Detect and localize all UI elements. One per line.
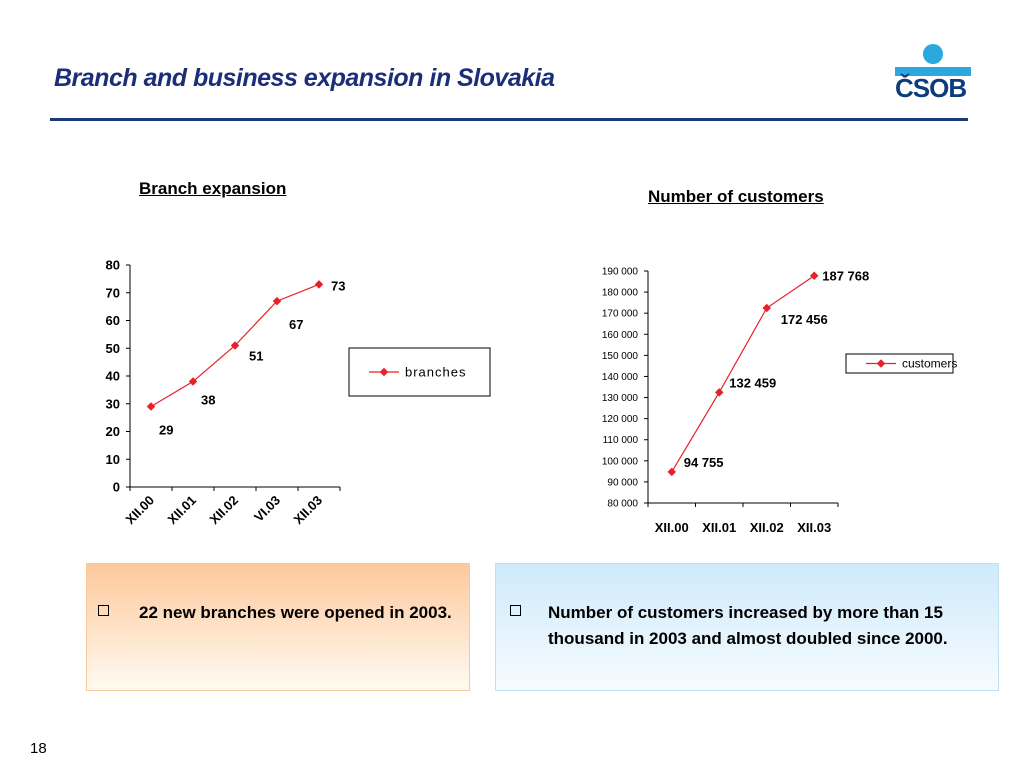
page-number: 18 [30, 740, 47, 757]
chart-title-branches: Branch expansion [139, 179, 287, 198]
y-tick-label: 80 [105, 257, 120, 273]
x-tick-label: XII.01 [702, 520, 737, 535]
checkbox-bullet-icon [510, 605, 521, 616]
data-label: 94 755 [683, 454, 724, 470]
y-tick-label: 150 000 [601, 350, 638, 362]
y-tick-label: 70 [105, 285, 120, 301]
y-tick-label: 100 000 [601, 456, 638, 468]
y-tick-label: 140 000 [601, 371, 638, 383]
data-point [810, 271, 818, 279]
y-tick-label: 0 [112, 479, 120, 495]
chart-title-customers: Number of customers [648, 187, 824, 206]
data-label: 172 456 [780, 312, 828, 328]
data-label: 187 768 [822, 268, 870, 284]
y-tick-label: 40 [105, 368, 120, 384]
data-point [315, 280, 323, 288]
x-tick-label: VI.03 [251, 492, 284, 525]
x-tick-label: XII.00 [654, 520, 689, 535]
y-tick-label: 80 000 [607, 498, 638, 510]
data-label: 67 [289, 317, 304, 333]
note-text-left: 22 new branches were opened in 2003. [139, 603, 452, 622]
y-tick-label: 130 000 [601, 393, 638, 405]
data-point [715, 388, 723, 396]
y-tick-label: 50 [105, 340, 120, 356]
y-tick-label: 170 000 [601, 308, 638, 320]
x-tick-label: XII.03 [290, 492, 326, 528]
note-box-right [495, 563, 999, 691]
note-text-right: Number of customers increased by more than 15 thousand in 2003 and almost doubled since 2000. [548, 603, 948, 648]
x-tick-label: XII.02 [749, 520, 784, 535]
data-label: 51 [249, 348, 264, 364]
y-tick-label: 60 [105, 313, 120, 329]
x-tick-label: XII.01 [164, 492, 200, 528]
y-tick-label: 120 000 [601, 414, 638, 426]
x-tick-label: XII.03 [797, 520, 832, 535]
y-tick-label: 180 000 [601, 287, 638, 299]
y-tick-label: 110 000 [602, 435, 638, 447]
y-tick-label: 160 000 [601, 329, 638, 341]
legend-label: customers [902, 356, 958, 371]
note-box-left [86, 563, 470, 691]
y-tick-label: 190 000 [601, 266, 638, 278]
data-label: 29 [159, 422, 174, 438]
data-label: 73 [331, 278, 346, 294]
slide-title: Branch and business expansion in Slovakia [54, 64, 555, 92]
data-point [147, 402, 155, 410]
y-tick-label: 30 [105, 396, 120, 412]
data-label: 132 459 [729, 375, 777, 391]
legend-label: branches [405, 364, 467, 380]
y-tick-label: 90 000 [607, 477, 638, 489]
x-tick-label: XII.02 [206, 492, 242, 528]
data-point [668, 468, 676, 476]
checkbox-bullet-icon [98, 605, 109, 616]
data-point [763, 304, 771, 312]
series-line [672, 276, 815, 472]
x-tick-label: XII.00 [122, 492, 158, 528]
y-tick-label: 10 [105, 451, 120, 467]
y-tick-label: 20 [105, 424, 120, 440]
logo-text: ČSOB [895, 73, 967, 103]
data-label: 38 [201, 392, 216, 408]
